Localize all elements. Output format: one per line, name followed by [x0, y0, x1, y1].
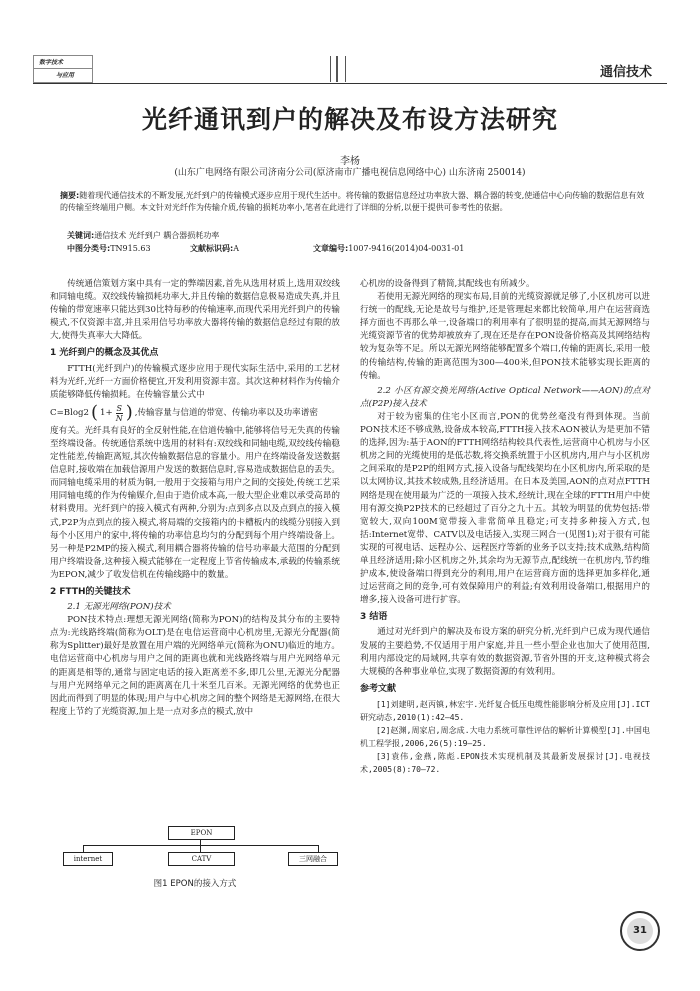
- left-paragraph-3: 度有关。光纤具有良好的全反射性能,在信道传输中,能够将信号无失真的传输至终端设备。传统通信系统中选用的材料有:双绞线和同轴电缆,双绞线传输稳定性能差,传输距离短,其次传输数据信息的容量小。用户在终端设备发送数据信息时,接收端在加载信源用户发送的数据信息时,容易造成数据信息的丢失。而同轴电缆采用的材质为铜,一般用于交接箱与用户之间的交接处,传统工艺采用同轴电缆的作为传输媒介,但由于造价成本高,一般大型企业难以承受高昂的材料费用。光纤到户的接入模式有两种,分别为:点到多点以及点到点的接入模式,P2P为点到点的接入模式,将局端的交接箱内的卡槽板内的线缆分别接入到每个小区用户的家中,将传输的功率信息均匀的分配到每个用户终端设备上。另一种是P2MP的接入模式,利用耦合器将传输的信号功率最大范围的分配到用户终端设备,这种接入模式能够在一定程度上节省传输成本,承载的传输系统为EPON,减少了收发信机在传输线路中的数量。: [50, 425, 340, 580]
- epon-diagram: [63, 826, 338, 870]
- article-number-label: 文章编号:: [313, 244, 349, 253]
- clc: [67, 243, 151, 254]
- catv-box: CATV: [168, 852, 235, 866]
- affiliation: (山东广电网络有限公司济南分公司(原济南市广播电视信息网络中心) 山东济南 250014): [174, 168, 526, 178]
- logo-line2: 与应用: [56, 72, 75, 79]
- right-paragraph-4: 通过对光纤到户的解决及布设方案的研究分析,光纤到户已成为现代通信发展的主要趋势,不仅适用于用户家庭,并且一些小型企业也加大了使用范围,利用内部设定的局域网,共享有效的数据资源,节省外围的开支,这种模式将会大规模的各种事业单位,实现了数据资源的有效利用。: [360, 627, 650, 677]
- article-number: [313, 243, 464, 254]
- triple-play-box: 三网融合: [288, 852, 338, 866]
- subsection-2-2-heading: 2.2 小区有源交换光网络(Active Optical Network——AON)的点对点(P2P)接入技术: [360, 385, 650, 409]
- formula-one-plus: 1+: [100, 407, 113, 418]
- keywords-text: 通信技术 光纤到户 耦合器损耗功率: [94, 231, 220, 240]
- formula-lhs: C=Blog2: [50, 407, 89, 418]
- doc-code: [190, 243, 239, 254]
- paper-title: 光纤通讯到户的解决及布设方法研究: [141, 105, 558, 134]
- figure-caption: 图1 EPON的接入方式: [153, 879, 237, 889]
- formula-denominator: N: [115, 413, 123, 423]
- formula-rhs: ,传输容量与信道的带宽、传输功率以及功率谱密: [134, 407, 318, 418]
- article-number-value: 1007-9416(2014)04-0031-01: [348, 244, 465, 253]
- right-paragraph-3: 对于较为密集的住宅小区而言,PON的优势丝毫没有得到体现。当前PON技术还不够成熟,设备成本较高,FTTH接入技术AON被认为是更加不错的选择,因为:基于AON的FTTH网络结构较具代表性,运营商中心机房与小区机房之间的光缆使用的是低芯数,将交换系统置于小区机房内,用户与小区机房之间采取的是P2P的组网方式,接入设备与配线架均在小区机房内,所采取的是以太网协议,其技术较成熟,且经济适用。在日本及美国,AON的点对点FTTH网络是现在使用最为广泛的一项接入技术,经统计,现在全球的FTTH用户中使用有源交换P2P技术的已经超过了百分之九十五。其较为明显的优势包括:带宽较大,双向100M宽带接入非常简单且稳定;可支持多种接入方式,包括:Internet宽带、CATV以及电话接入,实现三网合一(见图1);对于很有可能实现的可视电话、远程办公、远程医疗等新的业务予以支持;技术成熟,结构简单且经济适用;除小区机房之外,其余均为无源节点,配线统一在机房内,节约维护成本,使设备端口得到充分的利用,用户在运营商方面的选择更加多样化,通过运营商之间的竞争,可有效保障用户的利益;有效利用设备端口,根据用户的增多,接入设备可进行扩容。: [360, 411, 650, 606]
- page-number-badge: [620, 911, 660, 951]
- abstract: [60, 190, 650, 214]
- section-tag: 通信技术: [599, 65, 652, 80]
- internet-box: internet: [63, 852, 113, 866]
- right-paragraph-1: 心机房的设备得到了精简,其配线也有所减少。: [360, 279, 535, 289]
- keywords-label: 关键词:: [67, 231, 95, 240]
- formula-paren-open: (: [90, 402, 99, 424]
- left-paragraph-1: 传统通信策划方案中具有一定的弊端因素,首先从选用材质上,选用双绞线和同轴电缆。双绞线传输损耗功率大,并且传输的数据信息极易造成失真,并且传输的带宽速率只能达到30比特每秒的传输速率,而现代采用光纤到户的传输模式,不仅资源丰富,并且采用信号功率放大器将传输的数据信息经过有限的放大,使得失真率大大降低。: [50, 279, 340, 342]
- reference-1: [1]刘建明,赵丙镇,林宏宇.光纤复合低压电缆性能影响分析及应用[J].ICT研究动态,2010(1):42—45.: [360, 699, 650, 722]
- reference-3: [3]袁伟,金燕,陈彪.EPON技术实现机制及其最新发展探讨[J].电视技术,2005(8):70—72.: [360, 751, 650, 774]
- formula-fraction: [116, 404, 123, 423]
- header-rule: [33, 83, 667, 84]
- author: 李杨: [340, 156, 360, 167]
- left-paragraph-2: FTTH(光纤到户)的传输模式逐步应用于现代实际生活中,采用的工艺材料为光纤,光纤一方面价格便宜,开发利用资源丰富。其次这种材料作为传输介质能够降低传输损耗。在传输容量公式中: [50, 363, 340, 400]
- section-1-heading: 1 光纤到户的概念及其优点: [50, 348, 159, 359]
- epon-box: EPON: [168, 826, 235, 840]
- keywords: [67, 230, 219, 241]
- abstract-label: 摘要:: [60, 191, 80, 200]
- formula-numerator: S: [116, 403, 122, 413]
- clc-label: 中图分类号:: [67, 244, 111, 253]
- doc-code-label: 文献标识码:: [190, 244, 234, 253]
- section-3-heading: 3 结语: [360, 612, 388, 623]
- journal-logo: [33, 55, 93, 83]
- formula-paren-close: ): [125, 402, 133, 424]
- page-number: 31: [627, 918, 653, 944]
- right-column: [360, 278, 650, 776]
- abstract-text: 随着现代通信技术的不断发展,光纤到户的传输模式逐步应用于现代生活中。将传输的数据信息经过功率放大器、耦合器的转变,使通信中心向传输的数据信息有效的传输至终端用户侧。本文针对光纤作为传输介质,传输的损耗功率小,笔者在此进行了详细的分析,以便于提供可参考性的依据。: [60, 191, 645, 212]
- clc-value: TN915.63: [110, 244, 151, 253]
- logo-divider: [34, 68, 92, 69]
- references-heading: 参考文献: [360, 683, 397, 694]
- left-paragraph-4: PON技术特点:理想无源光网络(简称为PON)的结构及其分布的主要特点为:光线路终端(简称为OLT)是在电信运营商中心机房里,无源光分配器(简称为Splitter)最好是放置在用户端的光网络单元(简称为ONU)临近的地方。电信运营商中心机房与用户之间的距离也就和光线路终端与用户光网络单元的距离是相等的,通常与固定电话的接入距离差不多,即几公里,无源光分配器与用户光网络单元之间的距离离在几十米至几百米。无源光网络的优势也正因此而得到了明显的体现;用户与中心机房之间的整个网络是无源网络,在很大程度上节约了光缆资源,加上是一点对多点的模式,放中: [50, 615, 340, 717]
- capacity-formula: [50, 404, 340, 423]
- logo-line1: 数字技术: [39, 59, 64, 66]
- section-2-heading: 2 FTTH的关键技术: [50, 586, 131, 597]
- right-paragraph-2: 若使用无源光网络的现实布局,目前的光缆资源就足够了,小区机房可以进行统一的配线,无论是故号与维护,还是管理起来都比较简单,用户在运营商选择方面也不再那么单一,设备端口的利用率有了很明显的提高,而其无源网络与光缆资源节省的优势却被放弃了,现在还是存在PON设备价格高及其网络结构较为复杂等不足。所以无源光网络能够配置多个端口,传输的距离长,采用一般的传输结构,传输的距离范围为300—400米,但PON技术能够实现长距离的传输。: [360, 292, 650, 381]
- doc-code-value: A: [233, 244, 239, 253]
- left-column: [50, 278, 340, 719]
- reference-2: [2]赵渊,周家启,周念成.大电力系统可靠性评估的解析计算模型[J].中国电机工程学报,2006,26(5):19—25.: [360, 725, 650, 748]
- subsection-2-1-heading: 2.1 无源光网络(PON)技术: [67, 602, 171, 613]
